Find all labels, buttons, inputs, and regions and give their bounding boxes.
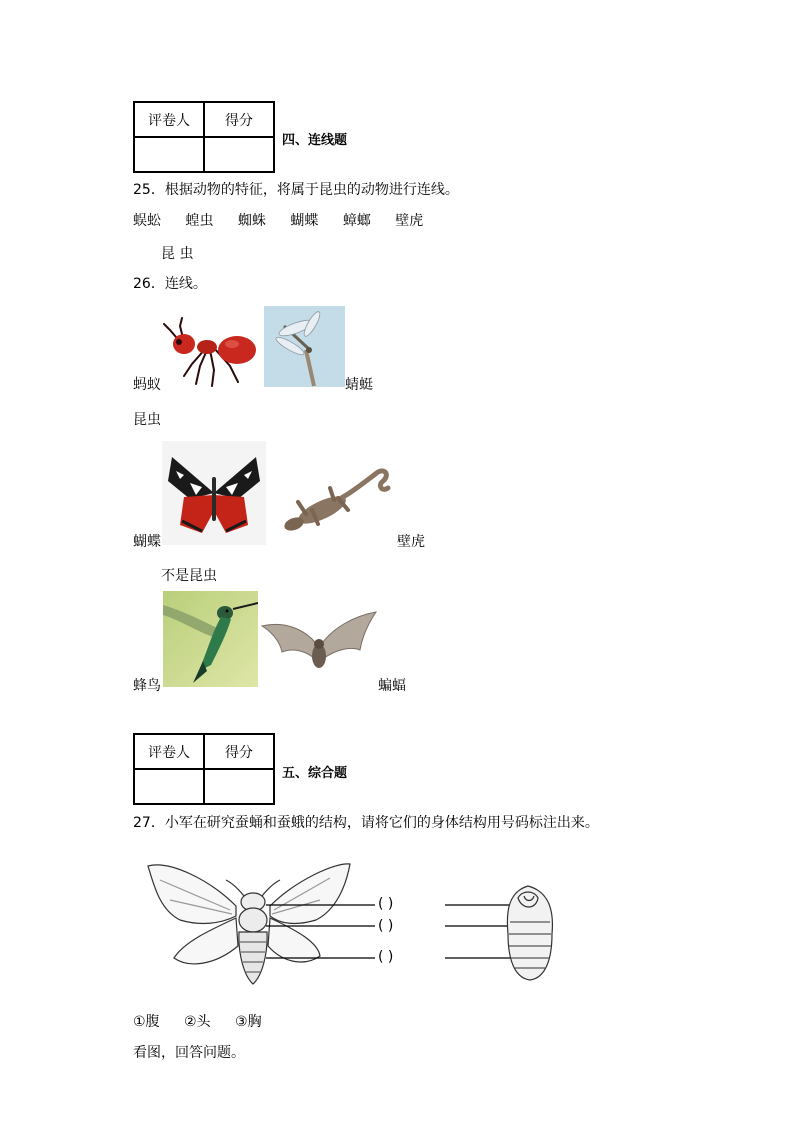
score-table-section4: [133, 101, 275, 173]
score-table-reviewer-cell[interactable]: [134, 769, 204, 804]
moth-pupa-illustration: [140, 850, 590, 990]
q25-text: 25．根据动物的特征，将属于昆虫的动物进行连线。: [133, 182, 459, 198]
butterfly-label[interactable]: 蝴蝶: [133, 534, 161, 550]
moth-pupa-diagram: [140, 850, 590, 990]
q25-category[interactable]: 昆 虫: [161, 246, 194, 262]
bat-image[interactable]: [258, 608, 378, 678]
q25-animal-0[interactable]: 蜈蚣: [133, 213, 161, 229]
score-table-reviewer-label: 评卷人: [134, 734, 204, 769]
blank-abdomen[interactable]: ( ): [378, 949, 394, 965]
hummingbird-icon: [163, 591, 258, 687]
gecko-image[interactable]: [278, 458, 394, 536]
not-insect-label[interactable]: 不是昆虫: [161, 568, 217, 584]
section4-title: 四、连线题: [282, 133, 348, 148]
q27-options: [133, 1011, 282, 1031]
score-table-section5: [133, 733, 275, 805]
q25-animal-5[interactable]: 壁虎: [395, 213, 424, 229]
q25-animal-2[interactable]: 蜘蛛: [237, 213, 266, 229]
hummingbird-image[interactable]: [163, 591, 258, 687]
hummingbird-label[interactable]: 蜂鸟: [133, 678, 161, 694]
q26-text: 26．连线。: [133, 276, 207, 292]
q25-animal-4[interactable]: 蟑螂: [342, 213, 371, 229]
q27-option-thorax[interactable]: ③胸: [235, 1014, 262, 1030]
blank-head[interactable]: ( ): [378, 896, 394, 912]
bat-label[interactable]: 蝙蝠: [378, 678, 406, 694]
dragonfly-icon: [264, 306, 345, 387]
score-table-score-cell[interactable]: [204, 769, 274, 804]
bat-icon: [258, 608, 378, 678]
blank-thorax[interactable]: ( ): [378, 918, 394, 934]
butterfly-image[interactable]: [162, 441, 266, 545]
q27-option-abdomen[interactable]: ①腹: [133, 1014, 160, 1030]
q25-animal-1[interactable]: 蝗虫: [185, 213, 214, 229]
q27-followup: 看图，回答问题。: [133, 1045, 245, 1061]
insect-label[interactable]: 昆虫: [133, 412, 161, 428]
ant-icon: [162, 314, 260, 388]
dragonfly-label[interactable]: 蜻蜓: [345, 377, 373, 393]
score-table-reviewer-cell[interactable]: [134, 137, 204, 172]
q27-text: 27．小军在研究蚕蛹和蚕蛾的结构，请将它们的身体结构用号码标注出来。: [133, 815, 599, 831]
q27-option-head[interactable]: ②头: [184, 1014, 211, 1030]
score-table-score-label: 得分: [204, 734, 274, 769]
score-table-score-label: 得分: [204, 102, 274, 137]
q25-animal-list: [133, 210, 443, 230]
score-table-score-cell[interactable]: [204, 137, 274, 172]
dragonfly-image[interactable]: [264, 306, 345, 387]
butterfly-icon: [162, 441, 266, 545]
section5-title: 五、综合题: [282, 766, 348, 781]
gecko-icon: [278, 458, 394, 536]
ant-image[interactable]: [162, 314, 260, 388]
gecko-label[interactable]: 壁虎: [397, 534, 425, 550]
q25-animal-3[interactable]: 蝴蝶: [290, 213, 319, 229]
ant-label[interactable]: 蚂蚁: [133, 377, 161, 393]
score-table-reviewer-label: 评卷人: [134, 102, 204, 137]
